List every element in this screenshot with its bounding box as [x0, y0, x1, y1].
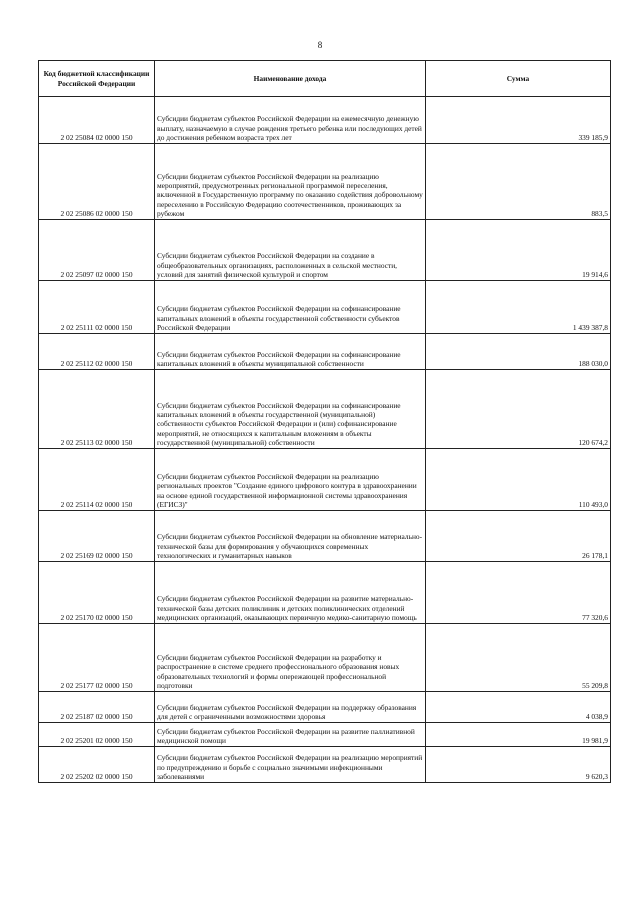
table-row	[39, 97, 611, 144]
table-row	[39, 511, 611, 562]
cell-name: Субсидии бюджетам субъектов Российской Федерации на обновление материально-технической базы для формирования у обучающихся современных технологических и гуманитарных навыков	[155, 511, 426, 562]
cell-code: 2 02 25187 02 0000 150	[39, 692, 155, 723]
cell-sum: 77 320,6	[426, 562, 611, 624]
cell-sum: 188 030,0	[426, 334, 611, 370]
table-row	[39, 370, 611, 449]
cell-name: Субсидии бюджетам субъектов Российской Федерации на создание в общеобразовательных организациях, расположенных в сельской местности, условий для занятий физической культурой и спортом	[155, 220, 426, 281]
table-row	[39, 562, 611, 624]
cell-code: 2 02 25097 02 0000 150	[39, 220, 155, 281]
cell-sum: 26 178,1	[426, 511, 611, 562]
cell-name: Субсидии бюджетам субъектов Российской Федерации на реализацию мероприятий, предусмотренных региональной программой переселения, включенной в Государственную программу по оказанию содействия добровольному переселению в Российскую Федерацию соотечественников, проживающих за рубежом	[155, 144, 426, 220]
cell-sum: 19 914,6	[426, 220, 611, 281]
cell-name: Субсидии бюджетам субъектов Российской Федерации на реализацию мероприятий по предупреждению и борьбе с социально значимыми инфекционными заболеваниями	[155, 747, 426, 783]
cell-code: 2 02 25170 02 0000 150	[39, 562, 155, 624]
cell-name: Субсидии бюджетам субъектов Российской Федерации на софинансирование капитальных вложений в объекты муниципальной собственности	[155, 334, 426, 370]
cell-name: Субсидии бюджетам субъектов Российской Федерации на софинансирование капитальных вложений в объекты государственной собственности субъектов Российской Федерации	[155, 281, 426, 334]
cell-sum: 339 185,9	[426, 97, 611, 144]
cell-sum: 19 981,9	[426, 723, 611, 747]
cell-code: 2 02 25169 02 0000 150	[39, 511, 155, 562]
cell-name: Субсидии бюджетам субъектов Российской Федерации на софинансирование капитальных вложений в объекты государственной (муниципальной) собственности субъектов Российской Федерации и (или) софинансирование мероприятий, не относящихся к капитальным вложениям в объекты государственной (муниципальной) собственности	[155, 370, 426, 449]
cell-name: Субсидии бюджетам субъектов Российской Федерации на развитие паллиативной медицинской помощи	[155, 723, 426, 747]
cell-sum: 9 620,3	[426, 747, 611, 783]
table-row	[39, 449, 611, 511]
cell-sum: 55 209,8	[426, 624, 611, 692]
cell-code: 2 02 25202 02 0000 150	[39, 747, 155, 783]
table-row	[39, 723, 611, 747]
cell-name: Субсидии бюджетам субъектов Российской Федерации на ежемесячную денежную выплату, назначаемую в случае рождения третьего ребенка или последующих детей до достижения ребенком возраста трех лет	[155, 97, 426, 144]
page-number: 8	[317, 40, 323, 50]
table-row	[39, 220, 611, 281]
table-row	[39, 692, 611, 723]
table-row	[39, 334, 611, 370]
table-header-row	[39, 61, 611, 97]
cell-name: Субсидии бюджетам субъектов Российской Федерации на реализацию региональных проектов "Создание единого цифрового контура в здравоохранении на основе единой государственной информационной системы здравоохранения (ЕГИСЗ)"	[155, 449, 426, 511]
cell-name: Субсидии бюджетам субъектов Российской Федерации на развитие материально-технической базы детских поликлиник и детских поликлинических отделений медицинских организаций, оказывающих первичную медико-санитарную помощь	[155, 562, 426, 624]
cell-code: 2 02 25177 02 0000 150	[39, 624, 155, 692]
cell-code: 2 02 25114 02 0000 150	[39, 449, 155, 511]
cell-code: 2 02 25086 02 0000 150	[39, 144, 155, 220]
table-row	[39, 281, 611, 334]
cell-sum: 120 674,2	[426, 370, 611, 449]
header-name: Наименование дохода	[155, 61, 426, 97]
table-row	[39, 624, 611, 692]
table-row	[39, 747, 611, 783]
cell-code: 2 02 25111 02 0000 150	[39, 281, 155, 334]
cell-code: 2 02 25084 02 0000 150	[39, 97, 155, 144]
cell-name: Субсидии бюджетам субъектов Российской Федерации на поддержку образования для детей с ограниченными возможностями здоровья	[155, 692, 426, 723]
cell-name: Субсидии бюджетам субъектов Российской Федерации на разработку и распространение в системе среднего профессионального образования новых образовательных технологий и формы опережающей профессиональной подготовки	[155, 624, 426, 692]
cell-code: 2 02 25201 02 0000 150	[39, 723, 155, 747]
cell-code: 2 02 25113 02 0000 150	[39, 370, 155, 449]
header-sum: Сумма	[426, 61, 611, 97]
header-code: Код бюджетной классификации Российской Федерации	[39, 61, 155, 97]
revenue-table	[38, 60, 611, 783]
cell-sum: 4 038,9	[426, 692, 611, 723]
cell-sum: 110 493,0	[426, 449, 611, 511]
cell-sum: 1 439 387,8	[426, 281, 611, 334]
cell-sum: 883,5	[426, 144, 611, 220]
table-row	[39, 144, 611, 220]
cell-code: 2 02 25112 02 0000 150	[39, 334, 155, 370]
